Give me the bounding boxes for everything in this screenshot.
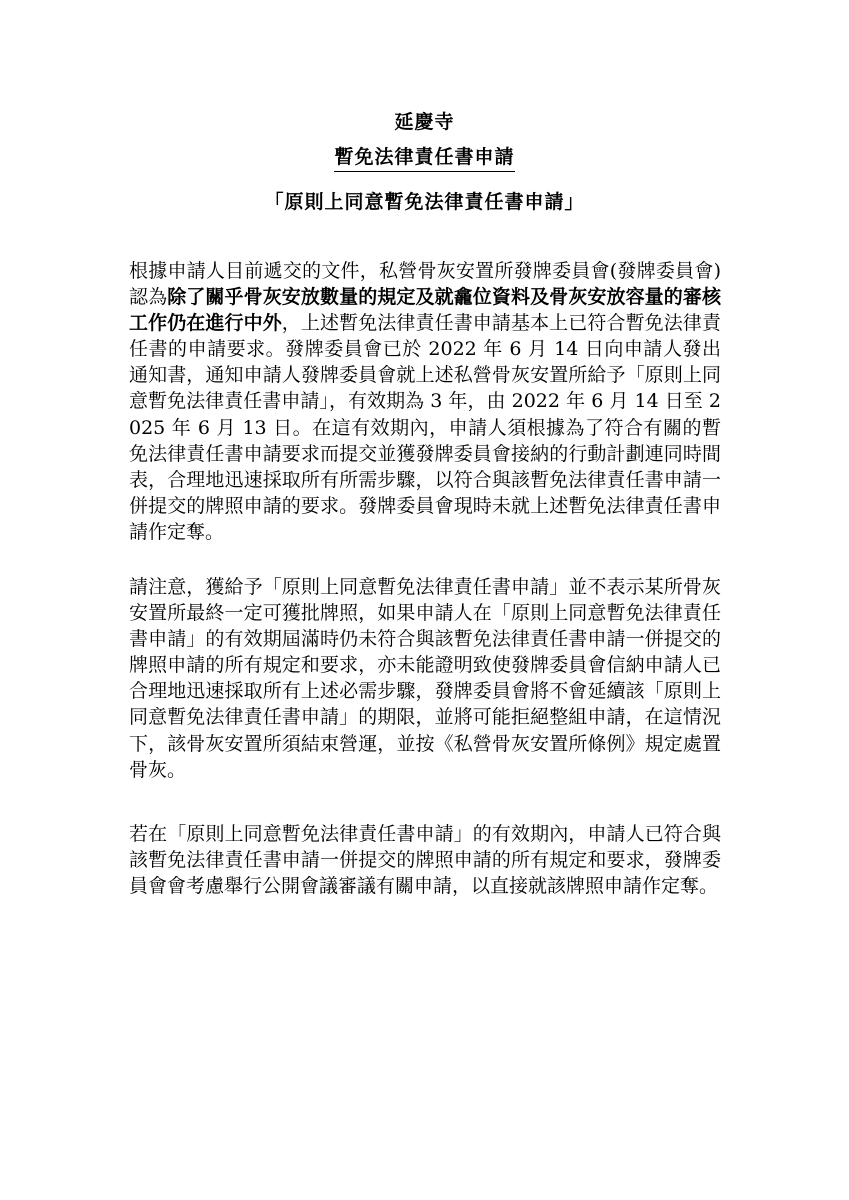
document-type-heading: 暫免法律責任書申請 [334, 145, 514, 172]
paragraph-notice: 請注意，獲給予「原則上同意暫免法律責任書申請」並不表示某所骨灰安置所最終一定可獲批牌照，如果申請人在「原則上同意暫免法律責任書申請」的有效期屆滿時仍未符合與該暫免法律責任書申請一併提交的牌照申請的所有規定和要求，亦未能證明致使發牌委員會信納申請人已合理地迅速採取所有上述必需步驟，發牌委員會將不會延續該「原則上同意暫免法律責任書申請」的期限，並將可能拒絕整組申請，在這情況下，該骨灰安置所須結束營運，並按《私營骨灰安置所條例》規定處置骨灰。 [129, 576, 721, 781]
site-name-heading: 延慶寺 [394, 111, 455, 133]
paragraph-1-text-start: 根據申請人目前遞交的文件，私營骨灰安置所發牌委員會(發牌委員會)認為 [129, 260, 721, 309]
paragraph-public-meeting: 若在「原則上同意暫免法律責任書申請」的有效期內，申請人已符合與該暫免法律責任書申請一併提交的牌照申請的所有規定和要求，發牌委員會會考慮舉行公開會議審議有關申請，以直接就該牌照申請作定奪。 [129, 823, 721, 898]
document-header [0, 108, 849, 216]
paragraph-approval-details [129, 258, 721, 545]
paragraph-1-bold-condition: 除了關乎骨灰安放數量的規定及就龕位資料及骨灰安放容量的審核工作仍在進行中外 [129, 286, 721, 335]
paragraph-1-text-end: ，上述暫免法律責任書申請基本上已符合暫免法律責任書的申請要求。發牌委員會已於 2022 年 6 月 14 日向申請人發出通知書，通知申請人發牌委員會就上述私營骨灰安置所給予「原則上同意暫免法律責任書申請」，有效期為 3 年，由 2022 年 6 月 14 日至 2025 年 6 月 13 日。在這有效期內，申請人須根據為了符合有關的暫免法律責任書申請要求而提交並獲發牌委員會接納的行動計劃連同時間表，合理地迅速採取所有所需步驟，以符合與該暫免法律責任書申請一併提交的牌照申請的要求。發牌委員會現時未就上述暫免法律責任書申請作定奪。 [129, 312, 721, 543]
status-heading: 「原則上同意暫免法律責任書申請」 [264, 191, 585, 213]
